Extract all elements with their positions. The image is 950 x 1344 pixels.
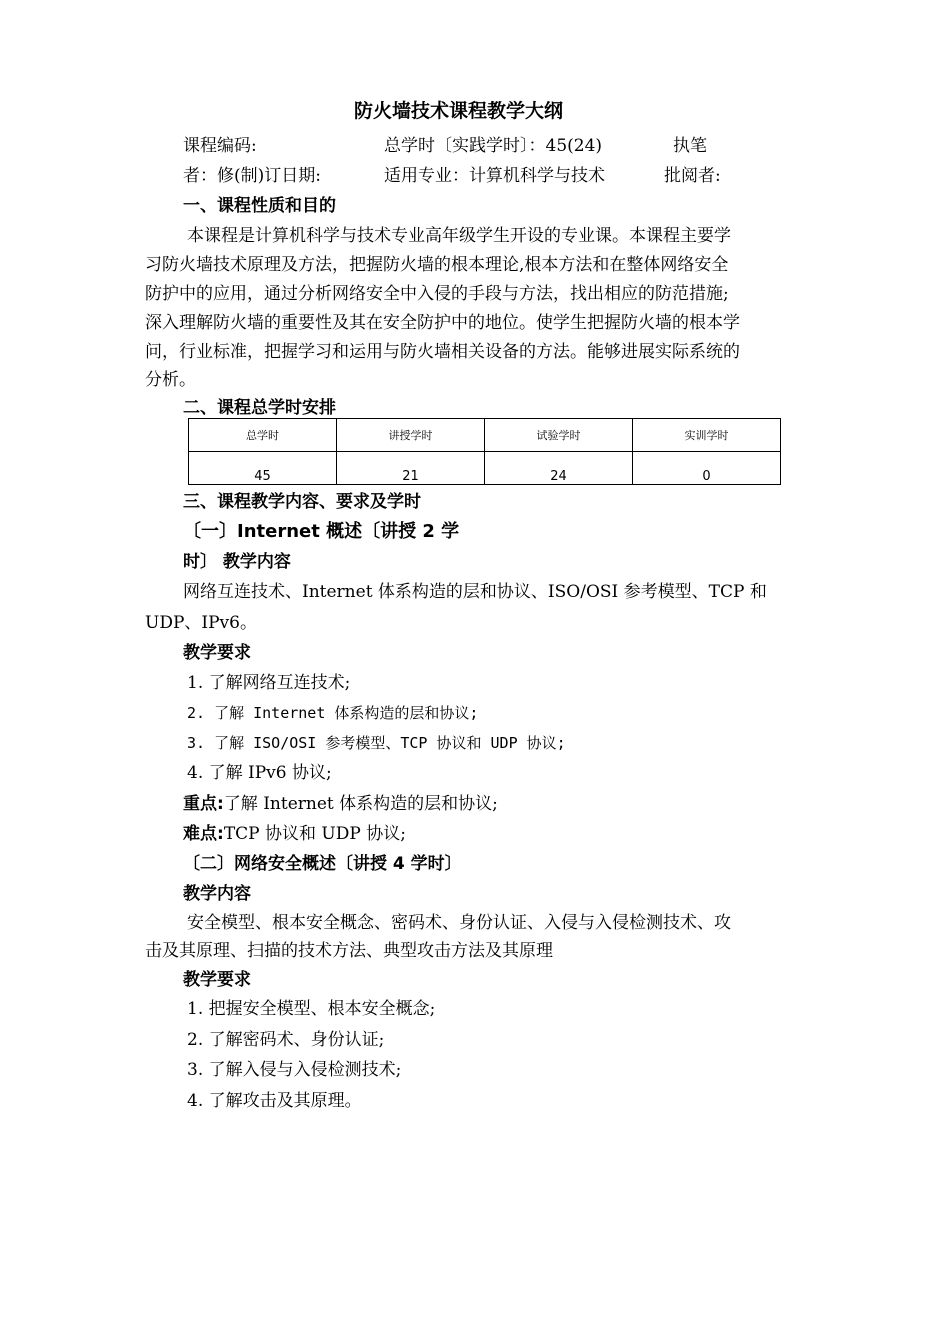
- section1-line: 防护中的应用，通过分析网络安全中入侵的手段与方法，找出相应的防范措施;: [145, 284, 729, 304]
- table-value-cell: 0: [633, 452, 781, 485]
- section2-heading: 二、课程总学时安排: [183, 398, 336, 418]
- hours-table: [188, 418, 781, 485]
- difficulty-label: 难点:: [183, 824, 224, 844]
- unit1-key-point: [183, 793, 498, 815]
- table-value-cell: 21: [337, 452, 485, 485]
- unit1-req-item: 4. 了解 IPv6 协议;: [187, 763, 332, 783]
- table-header-cell: 试验学时: [485, 419, 633, 452]
- document-title: 防火墙技术课程教学大纲: [354, 100, 564, 122]
- unit1-difficulty: [183, 823, 406, 845]
- unit2-req-item: 4. 了解攻击及其原理。: [187, 1091, 362, 1111]
- unit1-req-item: 2. 了解 Internet 体系构造的层和协议;: [187, 704, 479, 722]
- unit1-req-item: 1. 了解网络互连技术;: [187, 673, 351, 693]
- revision-date-label: 者：修(制)订日期:: [183, 166, 321, 186]
- section1-line: 深入理解防火墙的重要性及其在安全防护中的地位。使学生把握防火墙的根本学: [145, 313, 740, 333]
- unit2-content-label: 教学内容: [183, 884, 251, 904]
- unit1-content: 网络互连技术、Internet 体系构造的层和协议、ISO/OSI 参考模型、TCP 和: [183, 582, 767, 602]
- unit2-req-label: 教学要求: [183, 970, 251, 990]
- unit1-req-label: 教学要求: [183, 643, 251, 663]
- hours-table-header-row: [189, 419, 781, 452]
- unit2-heading: 〔二〕网络安全概述〔讲授 4 学时〕: [183, 854, 462, 874]
- section1-heading: 一、课程性质和目的: [183, 196, 336, 216]
- table-value-cell: 24: [485, 452, 633, 485]
- table-value-cell: 45: [189, 452, 337, 485]
- unit2-content: 安全模型、根本安全概念、密码术、身份认证、入侵与入侵检测技术、攻: [187, 913, 731, 933]
- unit1-heading-cont: 时〕 教学内容: [183, 552, 291, 572]
- key-point-label: 重点:: [183, 794, 224, 814]
- section1-line: 本课程是计算机科学与技术专业高年级学生开设的专业课。本课程主要学: [187, 226, 731, 246]
- difficulty-text: TCP 协议和 UDP 协议;: [223, 824, 406, 844]
- unit2-content: 击及其原理、扫描的技术方法、典型攻击方法及其原理: [145, 941, 553, 961]
- course-code-label: 课程编码:: [183, 136, 257, 156]
- author-label-start: 执笔: [673, 136, 707, 156]
- unit1-heading: 〔一〕Internet 概述〔讲授 2 学: [183, 521, 460, 542]
- major-label: 适用专业：计算机科学与技术: [384, 166, 605, 186]
- unit2-req-item: 1. 把握安全模型、根本安全概念;: [187, 999, 436, 1019]
- unit1-req-item: 3. 了解 ISO/OSI 参考模型、TCP 协议和 UDP 协议;: [187, 734, 566, 752]
- unit1-content: UDP、IPv6。: [145, 613, 257, 633]
- section1-line: 问，行业标准，把握学习和运用与防火墙相关设备的方法。能够进展实际系统的: [145, 342, 740, 362]
- section1-line: 分析。: [145, 370, 196, 390]
- unit2-req-item: 3. 了解入侵与入侵检测技术;: [187, 1060, 402, 1080]
- table-header-cell: 讲授学时: [337, 419, 485, 452]
- reviewer-label: 批阅者:: [664, 166, 721, 186]
- table-header-cell: 总学时: [189, 419, 337, 452]
- unit2-req-item: 2. 了解密码术、身份认证;: [187, 1030, 385, 1050]
- section3-heading: 三、课程教学内容、要求及学时: [183, 492, 421, 512]
- key-point-text: 了解 Internet 体系构造的层和协议;: [223, 794, 498, 814]
- table-header-cell: 实训学时: [633, 419, 781, 452]
- total-hours-label: 总学时〔实践学时〕：45(24): [384, 136, 603, 156]
- section1-line: 习防火墙技术原理及方法，把握防火墙的根本理论,根本方法和在整体网络安全: [145, 255, 729, 275]
- hours-table-value-row: [189, 452, 781, 485]
